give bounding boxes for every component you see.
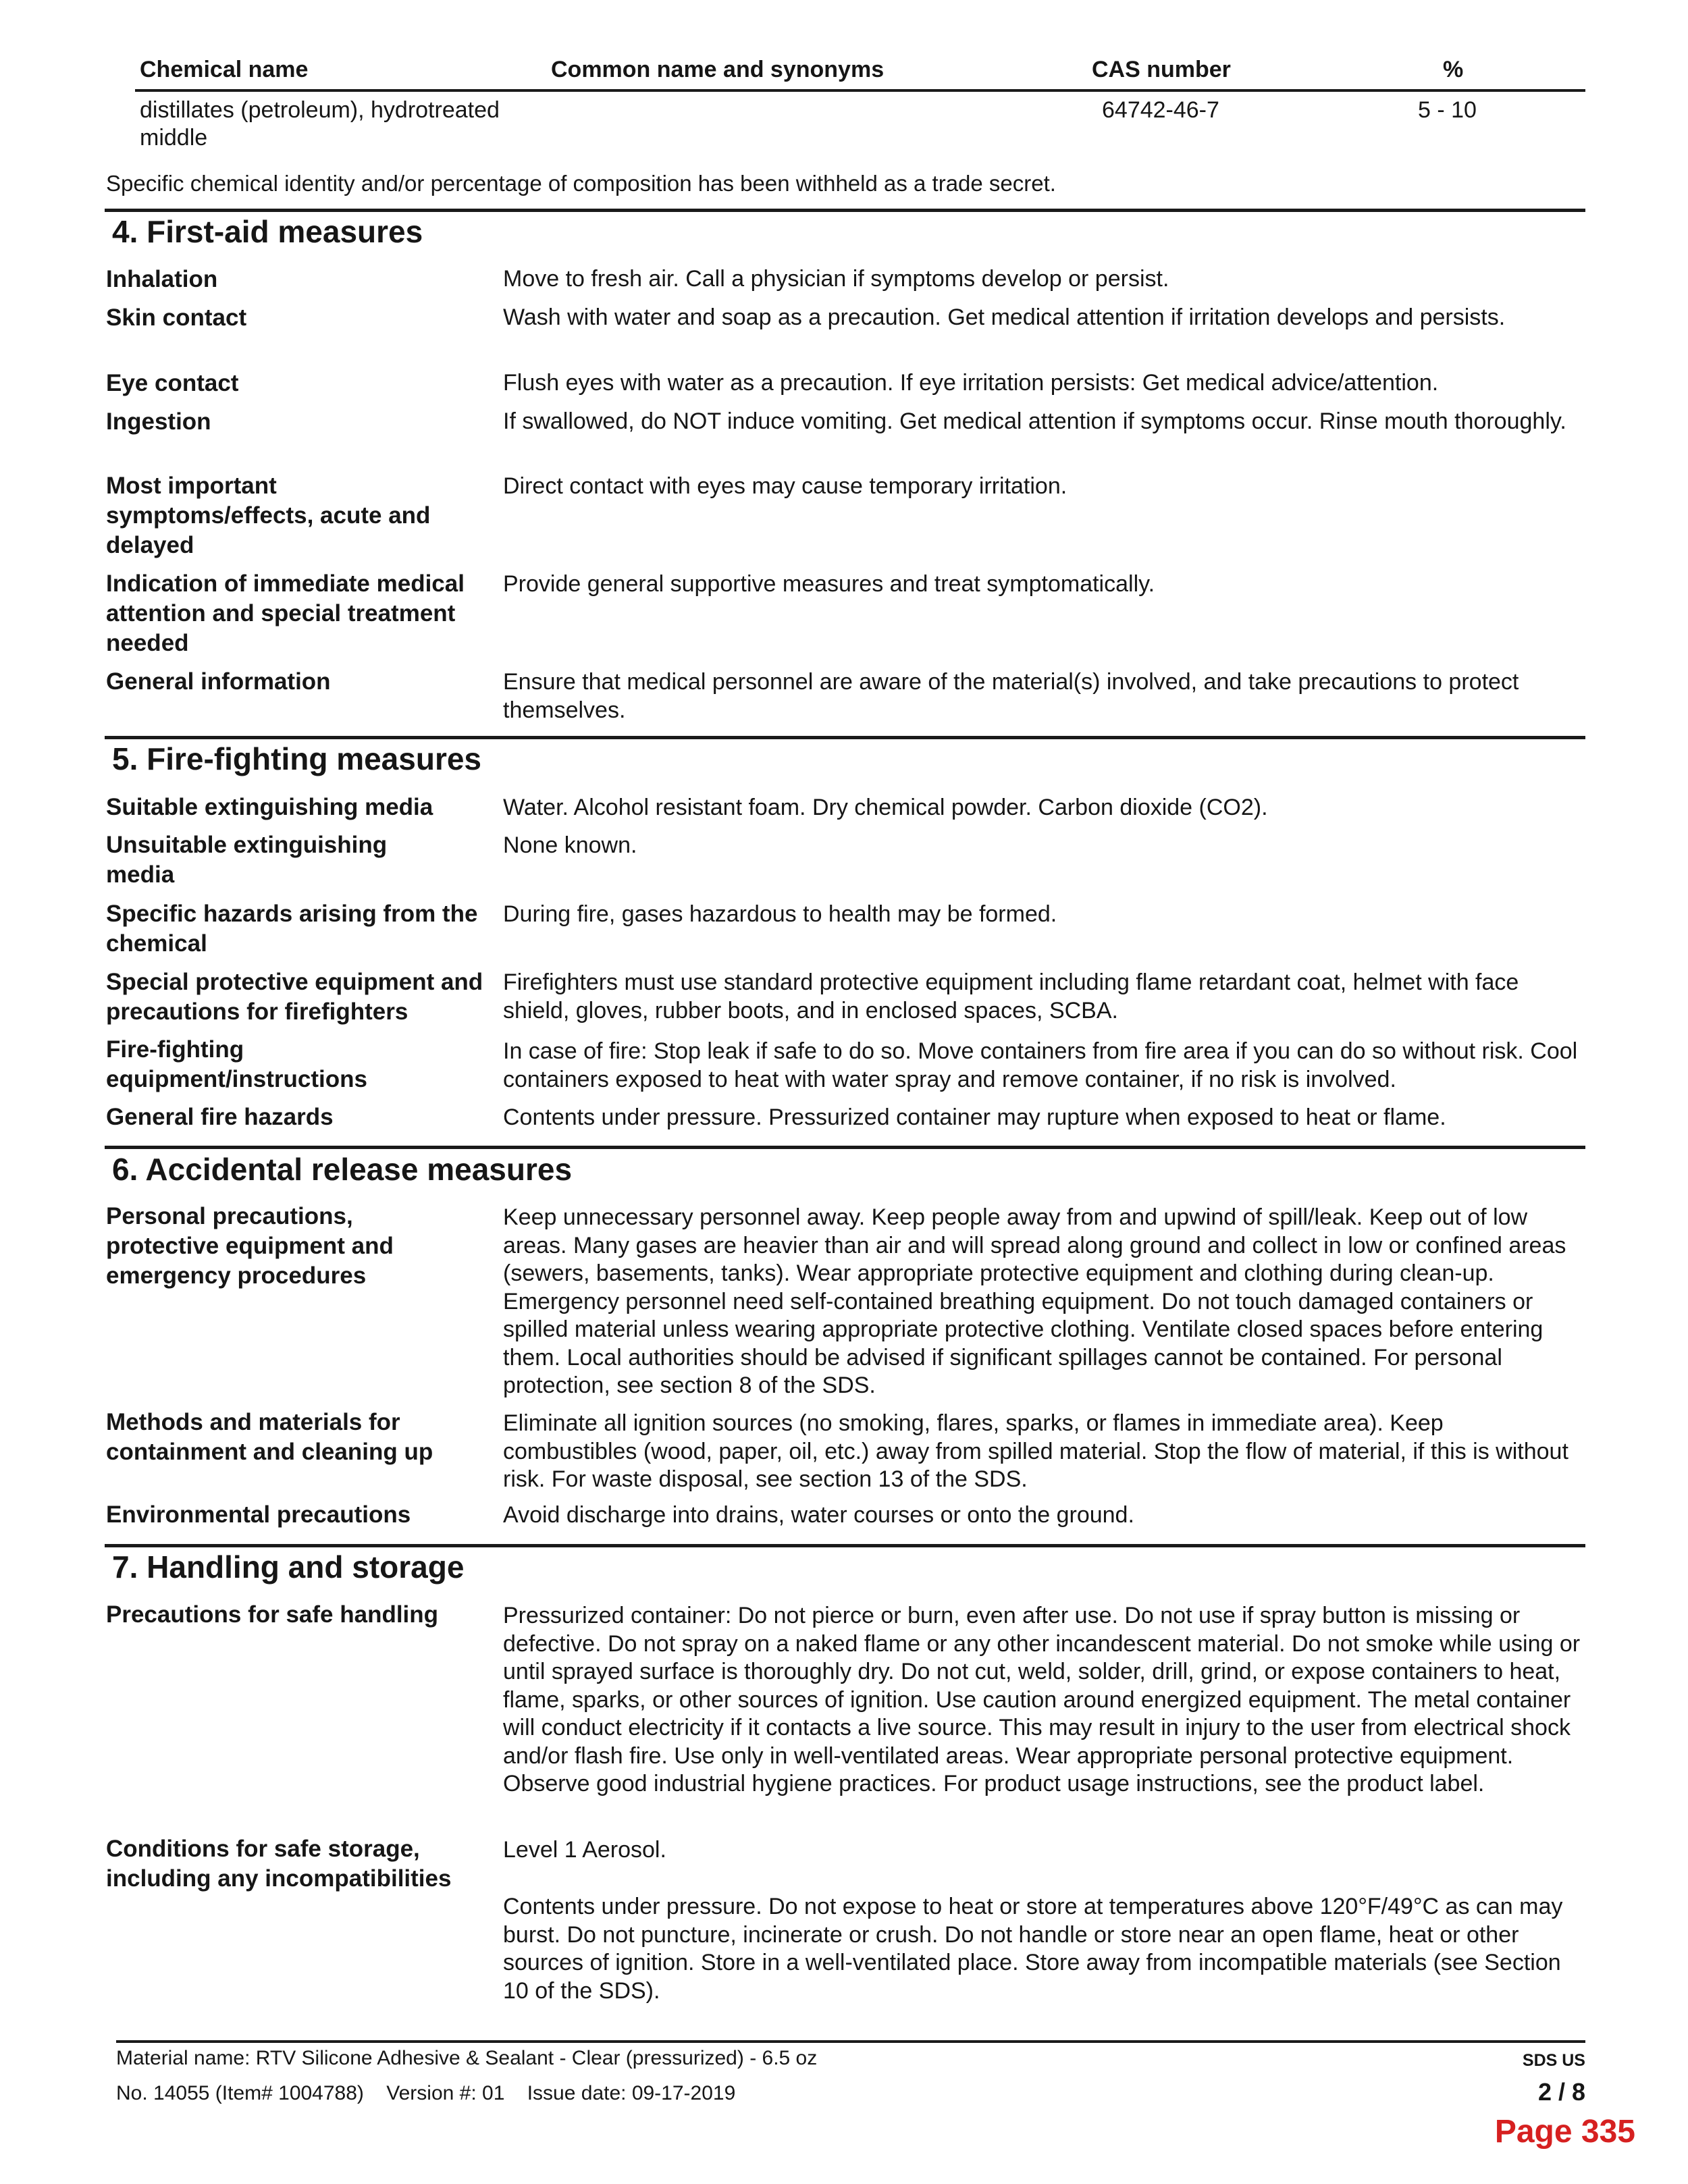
text-specific-hazards: During fire, gases hazardous to health may be formed. (503, 901, 1057, 927)
table-header-rule (135, 89, 1585, 92)
text-suitable-extinguishing-media: Water. Alcohol resistant foam. Dry chemical powder. Carbon dioxide (CO2). (503, 795, 1268, 820)
text-containment-cleaning: Eliminate all ignition sources (no smoking, flares, sparks, or flames in immediate area). Keep combustibles (wood, paper, oil, etc.) away from spilled material. Stop the flow of material, if this is without risk. For waste disposal, see section 13 of the SDS. (503, 1410, 1568, 1492)
section-6-title: 6. Accidental release measures (112, 1152, 573, 1187)
label-fire-fighting-equipment: Fire-fighting equipment/instructions (106, 1036, 367, 1092)
text-general-fire-hazards: Contents under pressure. Pressurized container may rupture when exposed to heat or flame. (503, 1104, 1446, 1130)
text-ingestion: If swallowed, do NOT induce vomiting. Get medical attention if symptoms occur. Rinse mouth thoroughly. (503, 408, 1566, 434)
section-5-title: 5. Fire-fighting measures (112, 741, 482, 776)
table-row-percent: 5 - 10 (1418, 97, 1477, 123)
label-containment-cleaning: Methods and materials for containment and cleaning up (106, 1409, 433, 1465)
text-safe-storage-level: Level 1 Aerosol. (503, 1837, 666, 1863)
section-7-title: 7. Handling and storage (112, 1549, 465, 1584)
label-most-important-symptoms: Most important symptoms/effects, acute and delayed (106, 473, 431, 558)
label-safe-handling: Precautions for safe handling (106, 1601, 439, 1628)
page-stamp: Page 335 (1494, 2114, 1635, 2150)
text-unsuitable-extinguishing-media: None known. (503, 832, 637, 858)
section-5-rule (105, 736, 1585, 739)
footer-number-line: No. 14055 (Item# 1004788) Version #: 01 Issue date: 09-17-2019 (116, 2082, 736, 2104)
label-suitable-extinguishing-media: Suitable extinguishing media (106, 794, 433, 820)
text-safe-handling: Pressurized container: Do not pierce or burn, even after use. Do not use if spray button is missing or defective. Do not spray on a naked flame or any other incandescent material. Do not smoke while using or until sprayed surface is thoroughly dry. Do not cut, weld, solder, drill, grind, or expose containers to heat, flame, sparks, or other sources of ignition. Use caution around energized equipment. The metal container will conduct electricity if it contacts a live source. This may result in injury to the user from electrical shock and/or flash fire. Use only in well-ventilated areas. Wear appropriate personal protective equipment. Observe good industrial hygiene practices. For product usage instructions, see the product label. (503, 1603, 1581, 1796)
col-header-percent: % (1443, 57, 1464, 82)
text-fire-fighting-equipment: In case of fire: Stop leak if safe to do so. Move containers from fire area if you can do so without risk. Cool containers exposed to heat with water spray and remove container, if no risk is involved. (503, 1038, 1578, 1092)
text-indication-medical-attention: Provide general supportive measures and treat symptomatically. (503, 571, 1155, 597)
text-general-information: Ensure that medical personnel are aware of the material(s) involved, and take precautions to protect themselves. (503, 669, 1519, 723)
label-unsuitable-extinguishing-media: Unsuitable extinguishing media (106, 832, 388, 888)
col-header-cas: CAS number (1092, 57, 1231, 82)
label-environmental-precautions: Environmental precautions (106, 1501, 411, 1528)
label-safe-storage: Conditions for safe storage, including any incompatibilities (106, 1836, 452, 1892)
label-specific-hazards: Specific hazards arising from the chemical (106, 901, 478, 957)
text-skin-contact: Wash with water and soap as a precaution. Get medical attention if irritation develops and persists. (503, 304, 1506, 330)
table-row-cas: 64742-46-7 (1102, 97, 1219, 123)
footer-page-of: 2 / 8 (1537, 2078, 1585, 2106)
label-eye-contact: Eye contact (106, 370, 239, 396)
footer-sds-us: SDS US (1522, 2051, 1585, 2070)
text-safe-storage-conditions: Contents under pressure. Do not expose to heat or store at temperatures above 120°F/49°C as can may burst. Do not puncture, incinerate or crush. Do not handle or store near an open flame, heat or other sources of ignition. Store in a well-ventilated place. Store away from incompatible materials (see Section 10 of the SDS). (503, 1894, 1563, 2004)
trade-secret-note: Specific chemical identity and/or percentage of composition has been withheld as a trade secret. (106, 171, 1056, 196)
label-inhalation: Inhalation (106, 266, 218, 292)
label-special-protective-equipment: Special protective equipment and precautions for firefighters (106, 969, 483, 1025)
text-inhalation: Move to fresh air. Call a physician if symptoms develop or persist. (503, 266, 1169, 292)
label-ingestion: Ingestion (106, 408, 211, 435)
table-row-chemical-name: distillates (petroleum), hydrotreated middle (140, 97, 500, 151)
label-general-information: General information (106, 668, 331, 695)
text-personal-precautions: Keep unnecessary personnel away. Keep people away from and upwind of spill/leak. Keep out of low areas. Many gases are heavier than air and will spread along ground and collect in low or confined areas (sewers, basements, tanks). Wear appropriate protective equipment and clothing during clean-up. Emergency personnel need self-contained breathing equipment. Do not touch damaged containers or spilled material unless wearing appropriate protective clothing. Ventilate closed spaces before entering them. Local authorities should be advised if significant spillages cannot be contained. For personal protection, see section 8 of the SDS. (503, 1204, 1566, 1398)
text-eye-contact: Flush eyes with water as a precaution. If eye irritation persists: Get medical advice/attention. (503, 370, 1439, 396)
section-6-rule (105, 1146, 1585, 1149)
col-header-chemical-name: Chemical name (140, 57, 309, 82)
col-header-common-name: Common name and synonyms (551, 57, 885, 82)
section-4-title: 4. First-aid measures (112, 214, 423, 249)
section-4-rule (105, 209, 1585, 212)
text-most-important-symptoms: Direct contact with eyes may cause temporary irritation. (503, 473, 1067, 499)
text-environmental-precautions: Avoid discharge into drains, water courses or onto the ground. (503, 1502, 1134, 1528)
label-personal-precautions: Personal precautions, protective equipment and emergency procedures (106, 1203, 394, 1289)
footer-rule (116, 2040, 1585, 2043)
footer-material-name: Material name: RTV Silicone Adhesive & Sealant - Clear (pressurized) - 6.5 oz (116, 2047, 818, 2069)
label-indication-medical-attention: Indication of immediate medical attention and special treatment needed (106, 570, 465, 656)
label-skin-contact: Skin contact (106, 304, 247, 331)
text-special-protective-equipment: Firefighters must use standard protective equipment including flame retardant coat, helmet with face shield, gloves, rubber boots, and in enclosed spaces, SCBA. (503, 969, 1519, 1023)
section-7-rule (105, 1544, 1585, 1547)
label-general-fire-hazards: General fire hazards (106, 1104, 334, 1130)
